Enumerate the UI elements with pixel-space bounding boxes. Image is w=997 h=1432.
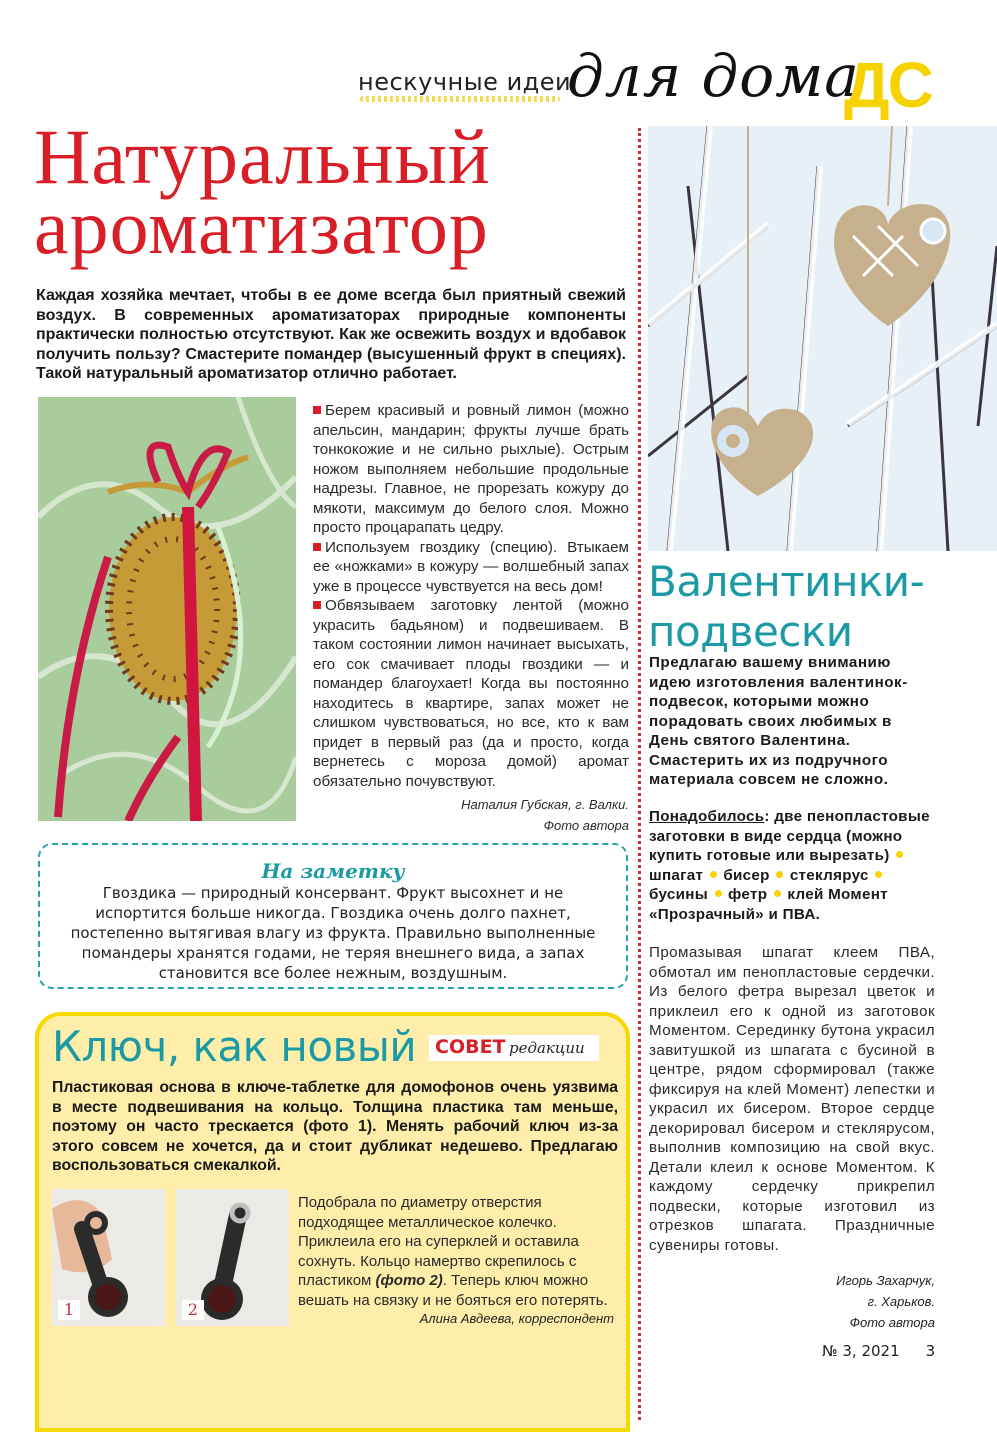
issue-number: № 3, 2021 [822,1342,900,1360]
key-photo-2 [176,1189,289,1326]
red-square-bullet-icon [313,601,321,609]
yellow-dot-bullet-icon [776,871,783,878]
photo-number: 1 [58,1300,80,1320]
yellow-dot-bullet-icon [715,890,722,897]
magazine-logo: ДС [844,49,932,121]
valentine-hearts-photo [648,126,997,551]
author-name: Игорь Захарчук, [836,1273,935,1288]
tip-body: Подобрала по диаметру отверстия подходящее металлическое колечко. Приклеила его на суперклей и оставила сохнуть. Кольцо намертво скрепилось с пластиком (фото 2). Теперь ключ можно вешать на связку и не бояться его потерять. [298,1194,608,1309]
photo-reference: (фото 2) [375,1272,443,1290]
valentines-title-line1: Валентинки- [648,557,925,606]
article-title-line2: ароматизатор [34,183,489,270]
yellow-dot-bullet-icon [710,871,717,878]
article-lead: Каждая хозяйка мечтает, чтобы в ее доме всегда был приятный свежий воздух. В современных ароматизаторах природные компоненты практически полностью отсутствуют. Как же освежить воздух и вдобавок получить пользу? Смастерите помандер (высушенный фрукт в специях). Такой натуральный ароматизатор отлично работает. [36,287,626,382]
note-box [38,843,628,989]
author-name: Наталия Губская, г. Валки. [461,797,629,812]
materials-list: Понадобилось: две пенопластовые заготовки в виде сердца (можно купить готовые или вырезать) шпагат бисер стеклярус бусины фетр клей Момент «Прозрачный» и ПВА. [649,808,930,923]
author-signature [313,794,629,836]
photo-credit: Фото автора [543,818,629,833]
valentines-title-line2: подвески [648,607,853,656]
red-square-bullet-icon [313,406,321,414]
badge-bold: СОВЕТ [435,1036,506,1058]
page-number: 3 [925,1342,936,1360]
materials-label: Понадобилось [649,808,765,825]
photo-number: 2 [182,1300,204,1320]
hearts-illustration [648,126,997,551]
valentines-lead: Предлагаю вашему вниманию идею изготовления валентинок-подвесок, которыми можно порадовать своих любимых в День святого Валентина. Смастерить их из подручного материала совсем не сложно. [649,654,908,788]
valentines-signature [649,1270,935,1333]
red-square-bullet-icon [313,543,321,551]
article-title-line1: Натуральный [34,113,491,200]
tip-author: Алина Авдеева, корреспондент [419,1311,614,1326]
tip-lead: Пластиковая основа в ключе-таблетке для домофонов очень уязвима в месте подвешивания на кольцо. Толщина пластика там меньше, поэтому он часто трескается (фото 1). Менять рабочий ключ из-за этого совсем не хочется, да и стоит дубликат недешево. Предлагаю воспользоваться смекалкой. [52,1079,618,1175]
header-decoration [360,96,560,102]
key-photo-1 [52,1189,165,1326]
valentines-body: Промазывая шпагат клеем ПВА, обмотал им пенопластовые сердечки. Из белого фетра вырезал цветок и приклеил его к одной из заготовок Моментом. Серединку бутона украсил завитушкой из шпагата с бусиной в центре, рядом сформировал (также фиксируя на клей Момент) лепестки и украсил их бисером. Второе сердце декорировал бисером и стеклярусом, выполнив композицию на свой вкус. Детали клеил к основе Моментом. К каждому сердечку прикрепил подвески, которые изготовил из отрезков шпагата. Праздничные сувениры готовы. [649,944,935,1254]
section-title: для дома [567,42,860,110]
article-title [34,113,491,270]
yellow-dot-bullet-icon [875,871,882,878]
photo-credit: Фото автора [849,1315,935,1330]
tip-title: Ключ, как новый [52,1022,417,1071]
header-tagline: нескучные идеи [358,68,572,96]
badge-italic: редакции [509,1039,585,1057]
pomander-instructions [313,401,629,836]
step-3: Обвязываем заготовку лентой (можно украсить бадьяном) и подвешиваем. В таком состоянии лимон начинает высыхать, его сок смачивает плоды гвоздики — и помандер благоухает! Когда вы постоянно находитесь в квартире, запах может не слишком чувствоваться, но все, кто к вам придет в первый раз (да и просто, когда вернетесь с мороза домой) аромат обязательно почувствуют. [313,597,629,790]
note-title: На заметку [261,859,405,883]
pomander-photo [38,397,296,821]
valentines-title [648,557,924,657]
step-1: Берем красивый и ровный лимон (можно апельсин, мандарин; фрукты лучше брать тонкокожие и не сильно рыхлые). Острым ножом выполняем небольшие продольные надрезы. Главное, не прорезать кожуру до мякоти, максимум до белого слоя. Можно просто процарапать цедру. [313,402,629,536]
pomander-illustration [38,397,296,821]
author-city: г. Харьков. [867,1294,935,1309]
note-text: Гвоздика — природный консервант. Фрукт высохнет и не испортится больше никогда. Гвоздика очень долго пахнет, постепенно вытягивая влагу из фрукта. Правильно выполненные помандеры хранятся годами, не теряя внешнего вида, а запах становится все более нежным, воздушным. [70,884,596,982]
column-divider [638,128,641,1420]
step-2: Используем гвоздику (специю). Втыкаем ее «ножками» в кожуру — волшебный запах уже в процессе чувствуется на весь дом! [313,538,629,595]
editor-tip-badge [429,1035,599,1061]
yellow-dot-bullet-icon [896,851,903,858]
yellow-dot-bullet-icon [774,890,781,897]
page-footer [822,1342,935,1360]
